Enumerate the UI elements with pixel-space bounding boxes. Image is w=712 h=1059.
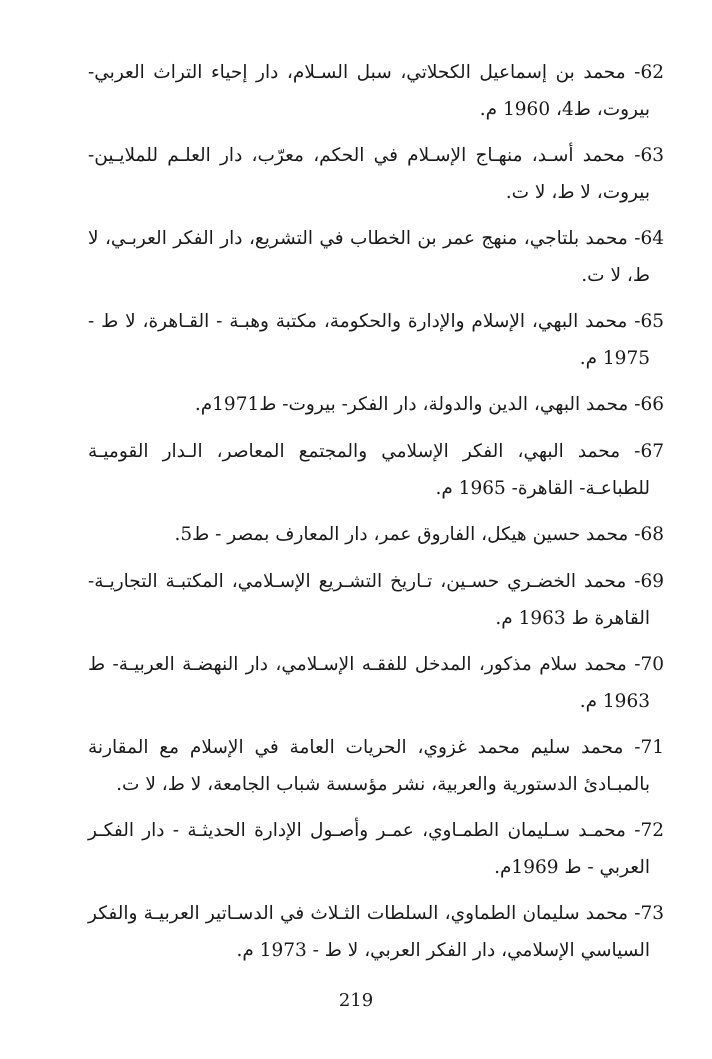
page-number: 219 [338, 990, 374, 1011]
reference-entry-70: 70- محمد سلام مذكور، المدخل للفقـه الإسـلامي، دار النهضـة العربيـة- ط 1963 م. [88, 654, 664, 712]
reference-entry-71: 71- محمد سليم محمد غزوي، الحريات العامة في الإسلام مع المقارنة بالمبـادئ الدستورية والعربية، نشر مؤسسة شباب الجامعة، لا ط، لا ت. [88, 737, 664, 795]
reference-list [74, 54, 664, 978]
reference-entry-62: 62- محمد بن إسماعيل الكحلاتي، سبل السـلام، دار إحياء التراث العربي- بيروت، ط4، 1960 م. [88, 62, 664, 120]
reference-entry-66: 66- محمد البهي، الدين والدولة، دار الفكر- بيروت- ط1971م. [194, 394, 664, 415]
reference-entry-72: 72- محمـد سـليمان الطمـاوي، عمـر وأصـول الإدارة الحديثـة - دار الفكـر العربي - ط 1969م. [88, 820, 664, 878]
reference-entry-73: 73- محمد سليمان الطماوي، السلطات الثـلاث في الدسـاتير العربيـة والفكر السياسي الإسلامي، دار الفكر العربي، لا ط - 1973 م. [88, 903, 664, 961]
reference-entry-68: 68- محمد حسين هيكل، الفاروق عمر، دار المعارف بمصر - ط5. [174, 524, 664, 545]
reference-entry-67: 67- محمد البهي، الفكر الإسلامي والمجتمع المعاصر، الـدار القوميـة للطباعـة- القاهرة- 1965 م. [88, 441, 664, 499]
reference-entry-64: 64- محمد بلتاجي، منهج عمر بن الخطاب في التشريع، دار الفكر العربـي، لا ط، لا ت. [88, 228, 664, 286]
reference-entry-65: 65- محمد البهي، الإسلام والإدارة والحكومة، مكتبة وهبـة - القـاهرة، لا ط - 1975 م. [88, 311, 664, 369]
reference-entry-69: 69- محمد الخضـري حسـين، تـاريخ التشـريع الإسـلامي، المكتبـة التجاريـة- القاهرة ط 1963 م. [88, 571, 664, 629]
reference-entry-63: 63- محمد أسـد، منهـاج الإسـلام في الحكم، معرّب، دار العلـم للملايـين- بيروت، لا ط، لا ت. [88, 145, 664, 203]
